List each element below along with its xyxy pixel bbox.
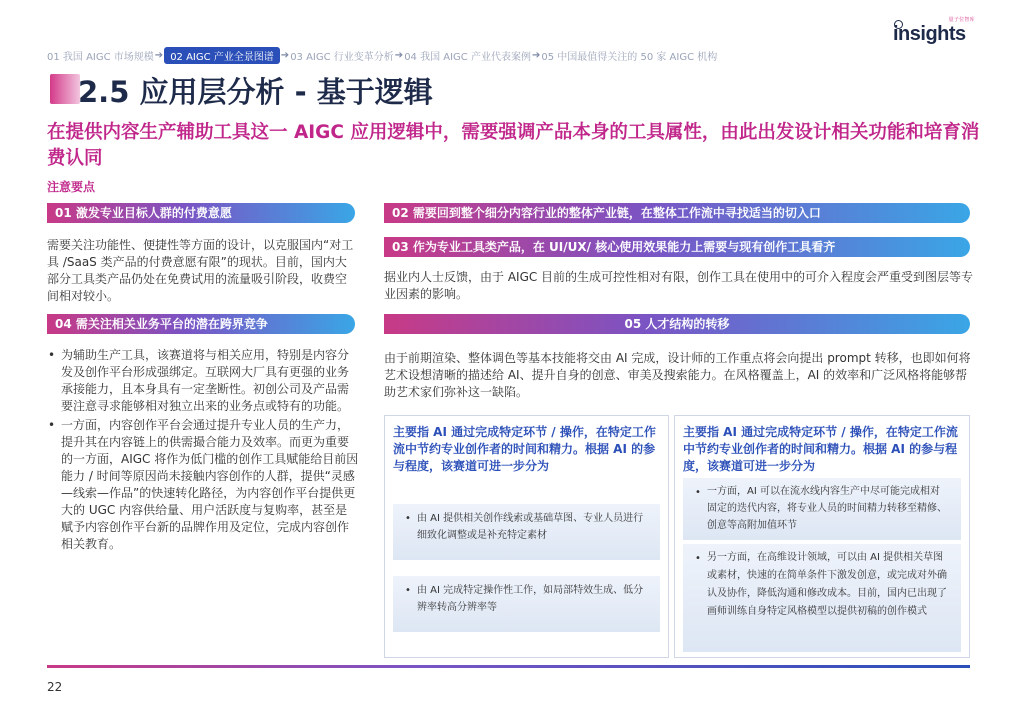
breadcrumb-item-03[interactable]: 03 AIGC 行业变革分析 (290, 52, 394, 63)
box-right-item-2: • 另一方面，在高维设计领域，可以由 AI 提供相关草图或素材，快速的在简单条件下激发创意，或完成对外确认及协作，降低沟通和修改成本。目前，国内已出现了画师训练自身特定风格模型以提供初稿的创作模式 (683, 544, 961, 652)
note-label: 注意要点 (47, 180, 96, 194)
list-item: • 为辅助生产工具，该赛道将与相关应用，特别是内容分发及创作平台形成强绑定。互联网大厂具有更强的业务承接能力，且本身具有一定垄断性。初创公司及产品需要注意寻求能够相对独立出来的业务点或特有的功能。 (47, 347, 359, 415)
box-left-item-2: • 由 AI 完成特定操作性工作，如局部特效生成、低分辨率转高分辨率等 (393, 576, 660, 632)
section-03-header: 03 作为专业工具类产品，在 UI/UX/ 核心使用效果能力上需要与现有创作工具看齐 (384, 237, 970, 257)
section-01-header: 01 激发专业目标人群的付费意愿 (47, 203, 355, 223)
arrow-right-icon: ➔ (154, 50, 164, 61)
arrow-right-icon: ➔ (280, 50, 290, 61)
breadcrumb (47, 47, 717, 64)
box-left (384, 415, 669, 658)
page-title: 2.5 应用层分析 - 基于逻辑 (78, 75, 433, 109)
page-number: 22 (47, 680, 63, 694)
arrow-right-icon: ➔ (531, 50, 541, 61)
insights-logo (893, 16, 975, 46)
footer-rule (47, 665, 970, 668)
logo-small-text: 量子位智库 (948, 17, 975, 23)
breadcrumb-item-01[interactable]: 01 我国 AIGC 市场规模 (47, 52, 154, 63)
box-right-item-1: • 一方面，AI 可以在流水线内容生产中尽可能完成相对固定的迭代内容，将专业人员的时间精力转移至精修、创意等高附加值环节 (683, 478, 961, 540)
arrow-right-icon: ➔ (394, 50, 404, 61)
section-03-body: 据业内人士反馈，由于 AIGC 目前的生成可控性相对有限，创作工具在使用中的可介入程度会严重受到图层等专业因素的影响。 (384, 270, 974, 301)
title-accent-bar (50, 74, 80, 104)
breadcrumb-item-04[interactable]: 04 我国 AIGC 产业代表案例 (404, 52, 531, 63)
section-04-header: 04 需关注相关业务平台的潜在跨界竞争 (47, 314, 355, 334)
section-02-header: 02 需要回到整个细分内容行业的整体产业链，在整体工作流中寻找适当的切入口 (384, 203, 970, 223)
section-05-header: 05 人才结构的转移 (384, 314, 970, 334)
box-left-heading: 主要指 AI 通过完成特定环节 / 操作，在特定工作流中节约专业创作者的时间和精力。根据 AI 的参与程度，该赛道可进一步分为 (393, 425, 656, 473)
box-right-heading: 主要指 AI 通过完成特定环节 / 操作，在特定工作流中节约专业创作者的时间和精力。根据 AI 的参与程度，该赛道可进一步分为 (683, 425, 958, 473)
box-right (674, 415, 970, 658)
section-01-body: 需要关注功能性、便捷性等方面的设计，以克服国内“对工具 /SaaS 类产品的付费意愿有限”的现状。目前，国内大部分工具类产品仍处在免费试用的流量吸引阶段，收费空间相对较小。 (47, 238, 354, 303)
list-item: • 一方面，内容创作平台会通过提升专业人员的生产力，提升其在内容链上的供需撮合能力及效率。而更为重要的一方面，AIGC 将作为低门槛的创作工具赋能给目前因能力 / 时间等原因尚未接触内容创作的人群，提供“灵感—线索—作品”的快速转化路径，为内容创作平台提供更大的 UGC 内容供给量、用户活跃度与复购率，甚至是赋予内容创作平台新的品牌作用及定位，完成内容创作相关教育。 (47, 417, 359, 553)
section-04-bullets (47, 347, 359, 555)
box-left-item-1: • 由 AI 提供相关创作线索或基础草图、专业人员进行细致化调整或是补充特定素材 (393, 504, 660, 560)
logo-main-text: insights (893, 23, 966, 45)
breadcrumb-item-02[interactable]: 02 AIGC 产业全景图谱 (164, 47, 280, 64)
page-subtitle: 在提供内容生产辅助工具这一 AIGC 应用逻辑中，需要强调产品本身的工具属性，由此出发设计相关功能和培育消费认同 (47, 122, 980, 169)
breadcrumb-item-05[interactable]: 05 中国最值得关注的 50 家 AIGC 机构 (541, 52, 718, 63)
section-05-body: 由于前期渲染、整体调色等基本技能将交由 AI 完成，设计师的工作重点将会向提出 prompt 转移，也即如何将艺术设想清晰的描述给 AI、提升自身的创意、审美及搜索能力。在风格覆盖上，AI 的效率和广泛风格将能够帮助艺术家们弥补这一缺陷。 (384, 351, 971, 399)
